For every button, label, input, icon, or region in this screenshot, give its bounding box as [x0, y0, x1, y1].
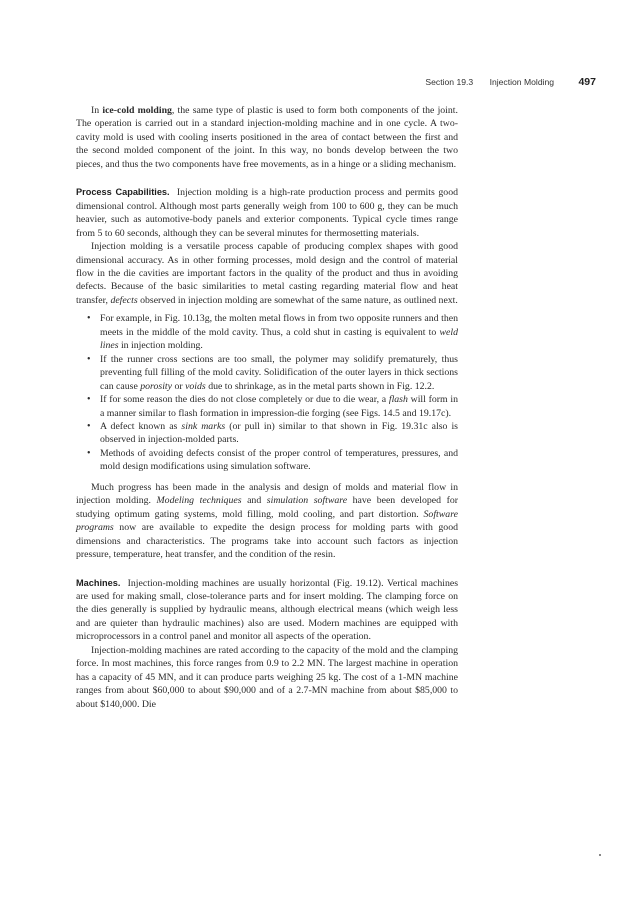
term-voids: voids [185, 380, 206, 392]
bullet-1-text-a: For example, in Fig. 10.13g, the molten metal flows in from two opposite runners and then meets in the middle of the mold cavity. Thus, a cold shut in casting is equivalent to [100, 313, 458, 338]
simulation-text-mid: and [241, 495, 267, 507]
bullet-1-text-b: in injection molding. [118, 340, 203, 352]
intro-lead: In [91, 105, 103, 116]
term-modeling-techniques: Modeling techniques [156, 495, 242, 507]
term-defects: defects [110, 294, 138, 306]
bullet-4-text-b: (or pull in) similar to that shown in Fig. 19.31c also is observed in injection-molded parts. [100, 420, 458, 446]
scan-speck [599, 854, 601, 856]
versatility-paragraph [76, 240, 458, 307]
simulation-paragraph [76, 481, 458, 562]
bullet-2-text-mid: or [172, 380, 186, 392]
term-flash: flash [388, 394, 408, 406]
list-item-porosity [100, 353, 458, 393]
process-capabilities-text: Injection molding is a high-rate production process and permits good dimensional control. Although most parts generally weigh from 100 to 600 g, they can be much heavier, such as automotive-body panels and exterior components. Typical cycle times range from 5 to 60 seconds, although they can be several minutes for thermosetting materials. [76, 187, 458, 239]
bullet-2-text-b: due to shrinkage, as in the metal parts shown in Fig. 12.2. [205, 380, 435, 392]
bullet-3-text-b: will form in a manner similar to flash formation in impression-die forging (see Figs. 14.5 and 19.17c). [100, 394, 458, 419]
bullet-4-text-a: A defect known as [100, 420, 182, 432]
simulation-text-a: Much progress has been made in the analysis and design of molds and material flow in injection molding. [76, 481, 458, 507]
defects-list [76, 312, 458, 473]
term-sink-marks: sink marks [181, 420, 226, 432]
term-weld-lines: weld lines [100, 326, 458, 352]
list-item-flash [100, 393, 458, 420]
intro-rest: , the same type of plastic is used to form both components of the joint. The operation is carried out in a standard injection-molding machine and in one cycle. A two-cavity mold is used with cooling inserts positioned in the area of contact between the first and the second molded component of the joint. In this way, no bonds develop between the two pieces, and thus the two components have free movements, as in a hinge or a sliding mechanism. [76, 105, 458, 170]
term-software-programs: Software programs [76, 508, 458, 534]
process-capabilities-paragraph [76, 186, 458, 240]
list-item-weld-lines [100, 312, 458, 352]
page-number: 497 [578, 76, 596, 88]
machine-ratings-paragraph: Injection-molding machines are rated according to the capacity of the mold and the clamping force. In most machines, this force ranges from 0.9 to 2.2 MN. The largest machine in operation has a capacity of 45 MN, and it can produce parts weighing 25 kg. The cost of a 1-MN machine ranges from about $60,000 to about $90,000 and of a 2.7-MN machine from about $85,000 to about $140,000. Die [76, 644, 458, 710]
heading-machines: Machines. [76, 577, 121, 588]
term-simulation-software: simulation software [266, 495, 348, 507]
heading-process-capabilities: Process Capabilities. [76, 187, 170, 198]
machines-paragraph [76, 577, 458, 644]
bullet-2-text-a: If the runner cross sections are too small, the polymer may solidify prematurely, thus preventing full filling of the mold cavity. Solidification of the outer layers in thick sections can cause [100, 353, 458, 392]
header-chapter-title: Injection Molding [489, 77, 555, 87]
versatility-text-b: observed in injection molding are somewhat of the same nature, as outlined next. [137, 294, 458, 306]
simulation-text-c: now are available to expedite the design process for molding parts with good dimensions and characteristics. The programs take into account such factors as injection pressure, temperature, heat transfer, and the condition of the resin. [76, 522, 458, 561]
body-text [76, 104, 458, 711]
list-item-sink-marks [100, 420, 458, 447]
simulation-text-b: have been developed for studying optimum gating systems, mold filling, mold cooling, and part distortion. [76, 495, 458, 520]
bullet-3-text-a: If for some reason the dies do not close completely or due to die wear, a [100, 394, 389, 406]
machines-text: Injection-molding machines are usually horizontal (Fig. 19.12). Vertical machines are used for making small, close-tolerance parts and for insert molding. The clamping force on the dies generally is supplied by hydraulic means, although electrical means (which weigh less and are quieter than hydraulic machines) also are used. Modern machines are equipped with microprocessors in a control panel and monitor all aspects of the operation. [76, 577, 459, 643]
list-item-avoiding-defects: • Methods of avoiding defects consist of the proper control of temperatures, pressures, and mold design modifications using simulation software. [100, 447, 458, 474]
running-header [425, 76, 596, 88]
header-section-number: Section 19.3 [425, 77, 474, 87]
term-ice-cold-molding: ice-cold molding [102, 105, 172, 116]
versatility-text-a: Injection molding is a versatile process capable of producing complex shapes with good dimensional accuracy. As in other forming processes, mold design and the control of material flow in the die cavities are important factors in the quality of the product and thus in avoiding defects. Because of the basic similarities to metal casting regarding material flow and heat transfer, [76, 241, 458, 306]
intro-paragraph [76, 104, 458, 171]
term-porosity: porosity [140, 380, 172, 392]
